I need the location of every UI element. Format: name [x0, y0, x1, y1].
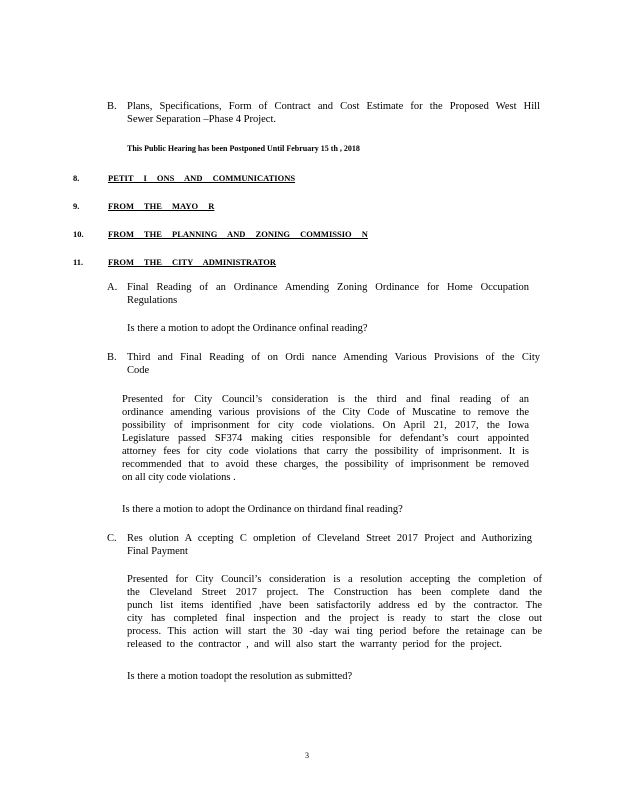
item-a-letter: A.	[107, 282, 118, 293]
section-title-11: FROM THE CITY ADMINISTRATOR	[108, 257, 276, 267]
item-c-line2: Final Payment	[127, 546, 188, 557]
item-c-para-line-1: Presented for City Council’s consideration is a resolution accepting the completion of	[127, 574, 542, 585]
item-b-line1: Third and Final Reading of on Ordi nance Amending Various Provisions of the City	[127, 352, 540, 363]
item-b-para-line-3: possibility of imprisonment for city code violations. On April 21, 2017, the Iowa	[122, 420, 529, 431]
section-number-11: 11.	[73, 257, 84, 267]
item-c-para-line-5: process. This action will start the 30 -day wai ting period before the retainage can be	[127, 626, 542, 637]
item-b-para-line-7: on all city code violations .	[122, 472, 236, 483]
item-b-para-line-2: ordinance amending various provisions of the City Code of Muscatine to remove the	[122, 407, 529, 418]
item-b-top-line2: Sewer Separation –Phase 4 Project.	[127, 114, 277, 125]
item-a-line2: Regulations	[127, 295, 178, 306]
section-title-9: FROM THE MAYO R	[108, 201, 215, 211]
item-b-para-line-5: attorney fees for city code violations that carry the possibility of imprisonment. It is	[122, 446, 529, 457]
item-c-para-line-2: the Cleveland Street 2017 project. The Construction has been complete dand the	[127, 587, 542, 598]
item-b-para-line-6: recommended that to avoid these charges, the possibility of imprisonment be removed	[122, 459, 529, 470]
item-c-line1: Res olution A ccepting C ompletion of Cleveland Street 2017 Project and Authorizing	[127, 533, 532, 544]
item-b-letter: B.	[107, 352, 117, 363]
section-number-9: 9.	[73, 201, 80, 211]
item-b-line2: Code	[127, 365, 150, 376]
postponed-notice: This Public Hearing has been Postponed Until February 15 th , 2018	[127, 144, 360, 153]
item-a-line1: Final Reading of an Ordinance Amending Zoning Ordinance for Home Occupation	[127, 282, 529, 293]
section-number-8: 8.	[73, 173, 80, 183]
page-number: 3	[305, 751, 309, 760]
item-c-para-line-4: city has completed final inspection and the project is ready to start the close out	[127, 613, 542, 624]
item-c-letter: C.	[107, 533, 117, 544]
item-b-top-letter: B.	[107, 101, 117, 112]
item-c-question: Is there a motion toadopt the resolution as submitted?	[127, 671, 353, 682]
item-c-para-line-3: punch list items identified ,have been satisfactorily address ed by the contractor. The	[127, 600, 542, 611]
item-b-para-line-1: Presented for City Council’s consideration is the third and final reading of an	[122, 394, 529, 405]
section-title-10: FROM THE PLANNING AND ZONING COMMISSIO N	[108, 229, 368, 239]
section-number-10: 10.	[73, 229, 84, 239]
section-title-8: PETIT I ONS AND COMMUNICATIONS	[108, 173, 296, 183]
item-b-question: Is there a motion to adopt the Ordinance on thirdand final reading?	[122, 504, 403, 515]
item-c-para-line-6: released to the contractor , and will also start the warranty period for the project.	[127, 639, 502, 650]
item-b-para-line-4: Legislature passed SF374 making cities responsible for defendant’s court appointed	[122, 433, 529, 444]
item-b-top-line1: Plans, Specifications, Form of Contract and Cost Estimate for the Proposed West Hill	[127, 101, 540, 112]
item-a-question: Is there a motion to adopt the Ordinance onfinal reading?	[127, 323, 368, 334]
